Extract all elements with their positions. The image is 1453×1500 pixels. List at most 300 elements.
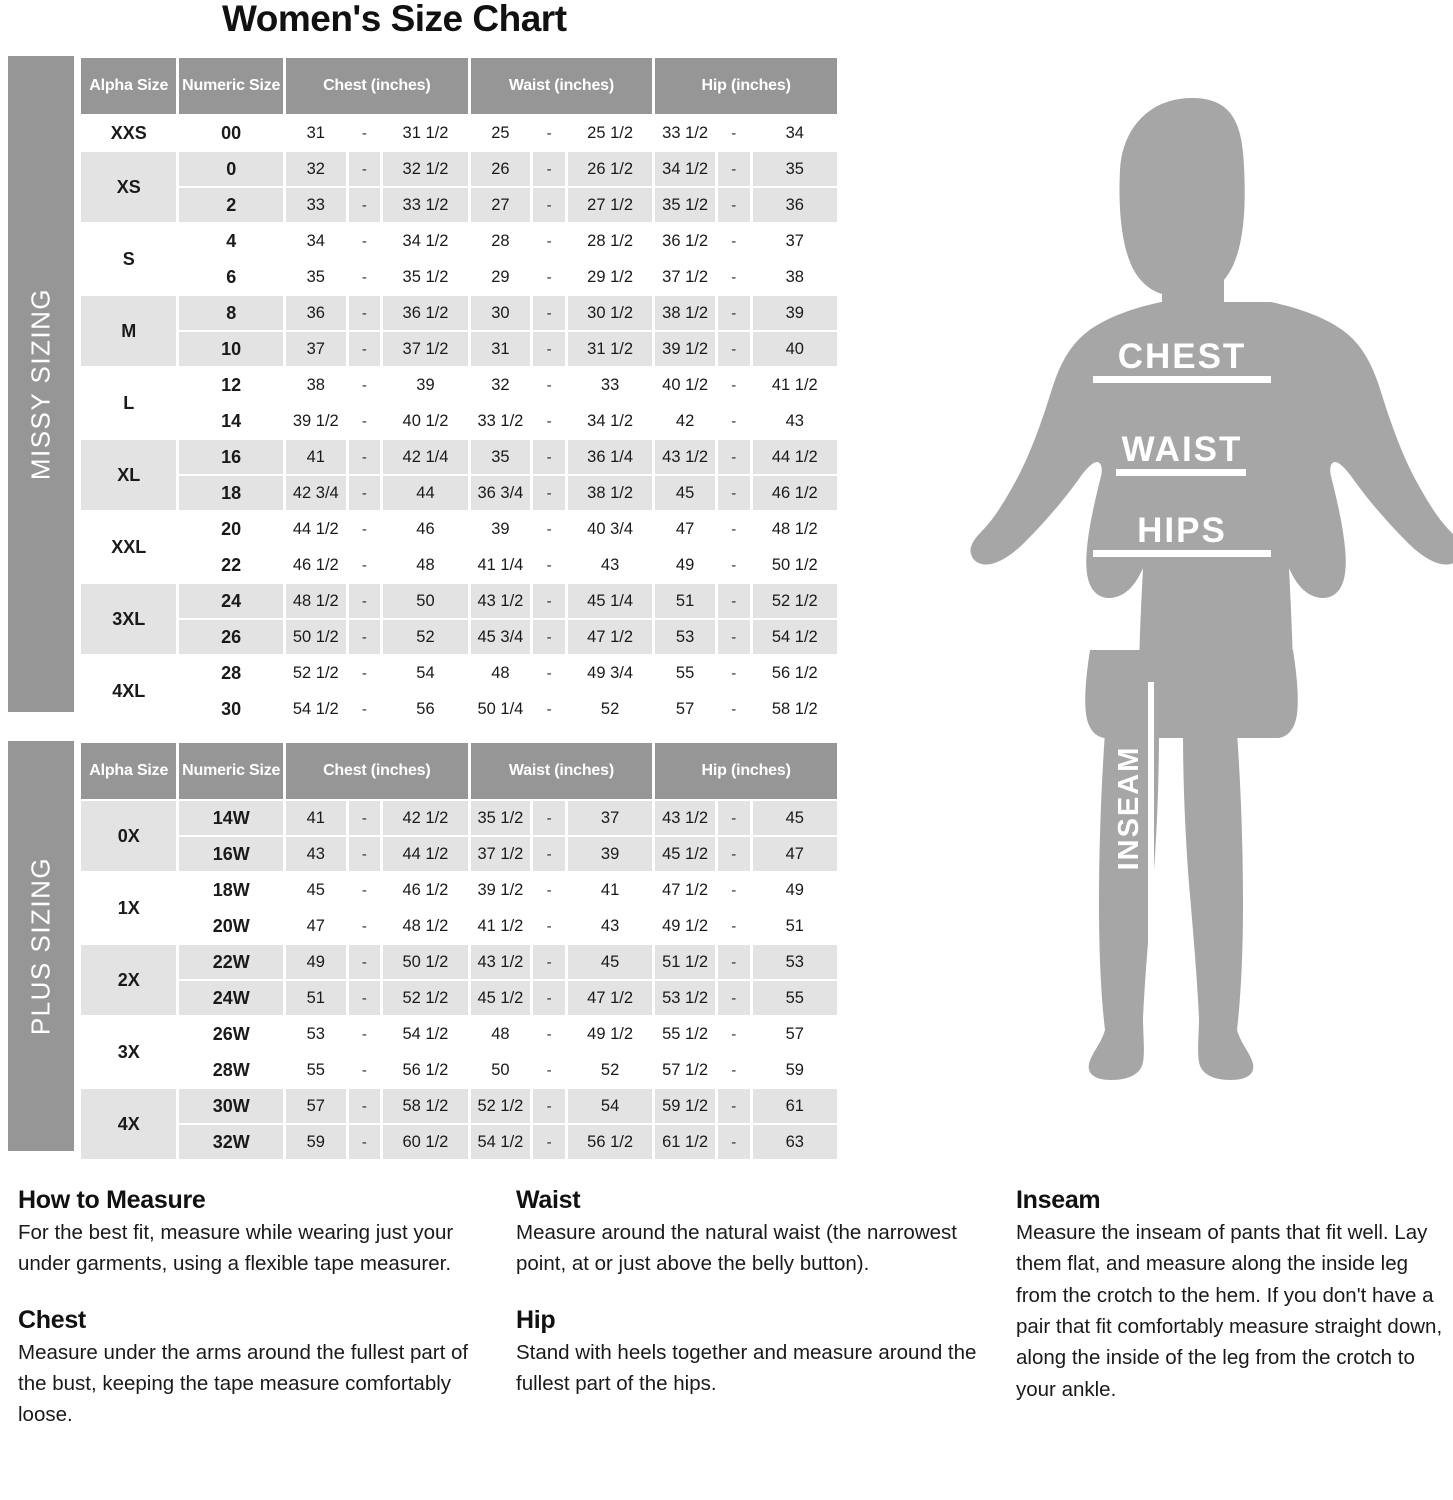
cell-waist-dash: - (533, 692, 565, 726)
cell-hip-min: 49 (655, 548, 715, 582)
cell-chest-min: 41 (286, 440, 346, 474)
cell-waist-max: 31 1/2 (568, 332, 652, 366)
cell-hip-max: 38 (753, 260, 837, 294)
cell-numeric-size: 32W (179, 1125, 283, 1159)
info-column-right (1016, 1186, 1446, 1405)
cell-hip-max: 37 (753, 224, 837, 258)
cell-numeric-size: 18W (179, 873, 283, 907)
cell-hip-dash: - (718, 584, 750, 618)
cell-chest-dash: - (349, 837, 381, 871)
cell-waist-min: 31 (471, 332, 531, 366)
cell-waist-max: 37 (568, 801, 652, 835)
cell-alpha-size: 3X (81, 1017, 176, 1087)
cell-chest-max: 54 (383, 656, 467, 690)
cell-numeric-size: 18 (179, 476, 283, 510)
info-column-left (18, 1186, 486, 1431)
cell-waist-dash: - (533, 801, 565, 835)
cell-alpha-size: XL (81, 440, 176, 510)
cell-hip-max: 63 (753, 1125, 837, 1159)
cell-chest-dash: - (349, 981, 381, 1015)
cell-waist-dash: - (533, 837, 565, 871)
cell-hip-min: 53 (655, 620, 715, 654)
cell-chest-min: 54 1/2 (286, 692, 346, 726)
cell-alpha-size: 2X (81, 945, 176, 1015)
cell-waist-dash: - (533, 116, 565, 150)
cell-waist-max: 56 1/2 (568, 1125, 652, 1159)
hips-measure-rule (1093, 550, 1271, 557)
cell-chest-dash: - (349, 620, 381, 654)
cell-chest-max: 56 (383, 692, 467, 726)
cell-waist-dash: - (533, 1089, 565, 1123)
cell-waist-max: 52 (568, 692, 652, 726)
cell-waist-min: 27 (471, 188, 531, 222)
cell-chest-max: 34 1/2 (383, 224, 467, 258)
cell-chest-min: 36 (286, 296, 346, 330)
table-row (81, 440, 837, 474)
cell-chest-dash: - (349, 476, 381, 510)
cell-waist-max: 27 1/2 (568, 188, 652, 222)
cell-numeric-size: 8 (179, 296, 283, 330)
plus-sizing-block (8, 741, 840, 1151)
cell-waist-min: 26 (471, 152, 531, 186)
cell-hip-max: 52 1/2 (753, 584, 837, 618)
cell-waist-min: 28 (471, 224, 531, 258)
cell-chest-max: 39 (383, 368, 467, 402)
column-header-alpha-size: Alpha Size (81, 58, 176, 114)
missy-table-body (81, 116, 837, 726)
info-group-how-to-measure (18, 1186, 486, 1280)
waist-heading: Waist (516, 1186, 581, 1214)
info-group-inseam (1016, 1186, 1446, 1405)
cell-hip-dash: - (718, 440, 750, 474)
cell-hip-dash: - (718, 296, 750, 330)
cell-chest-dash: - (349, 512, 381, 546)
figure-chest-label: CHEST (1117, 337, 1247, 376)
cell-alpha-size: 0X (81, 801, 176, 871)
cell-hip-dash: - (718, 801, 750, 835)
cell-chest-max: 52 1/2 (383, 981, 467, 1015)
cell-chest-min: 31 (286, 116, 346, 150)
cell-chest-min: 35 (286, 260, 346, 294)
cell-chest-min: 49 (286, 945, 346, 979)
cell-numeric-size: 22 (179, 548, 283, 582)
cell-waist-dash: - (533, 440, 565, 474)
table-row (81, 1053, 837, 1087)
cell-hip-max: 44 1/2 (753, 440, 837, 474)
table-row (81, 548, 837, 582)
cell-numeric-size: 20 (179, 512, 283, 546)
cell-chest-dash: - (349, 260, 381, 294)
table-row (81, 1125, 837, 1159)
cell-waist-min: 39 (471, 512, 531, 546)
cell-chest-max: 46 1/2 (383, 873, 467, 907)
cell-waist-dash: - (533, 873, 565, 907)
cell-waist-min: 39 1/2 (471, 873, 531, 907)
figure-hips-label: HIPS (1137, 511, 1227, 550)
waist-body: Measure around the natural waist (the narrowest point, at or just above the belly button). (516, 1221, 957, 1276)
cell-waist-max: 43 (568, 909, 652, 943)
cell-hip-min: 57 (655, 692, 715, 726)
cell-numeric-size: 0 (179, 152, 283, 186)
cell-hip-min: 45 1/2 (655, 837, 715, 871)
cell-hip-min: 40 1/2 (655, 368, 715, 402)
column-header-hip: Hip (inches) (655, 58, 837, 114)
cell-numeric-size: 26W (179, 1017, 283, 1051)
cell-waist-min: 52 1/2 (471, 1089, 531, 1123)
cell-waist-min: 25 (471, 116, 531, 150)
cell-hip-min: 51 1/2 (655, 945, 715, 979)
cell-waist-dash: - (533, 656, 565, 690)
column-header-waist: Waist (inches) (471, 743, 653, 799)
cell-chest-dash: - (349, 224, 381, 258)
cell-alpha-size: XS (81, 152, 176, 222)
cell-waist-dash: - (533, 981, 565, 1015)
cell-waist-max: 47 1/2 (568, 981, 652, 1015)
cell-chest-dash: - (349, 116, 381, 150)
cell-hip-min: 34 1/2 (655, 152, 715, 186)
cell-hip-dash: - (718, 1125, 750, 1159)
cell-chest-max: 35 1/2 (383, 260, 467, 294)
cell-waist-dash: - (533, 404, 565, 438)
cell-numeric-size: 16W (179, 837, 283, 871)
cell-hip-min: 55 1/2 (655, 1017, 715, 1051)
cell-hip-max: 55 (753, 981, 837, 1015)
table-row (81, 656, 837, 690)
cell-numeric-size: 30 (179, 692, 283, 726)
cell-waist-dash: - (533, 1125, 565, 1159)
table-header-row (81, 58, 837, 114)
chest-measure-rule (1093, 376, 1271, 383)
cell-chest-min: 45 (286, 873, 346, 907)
page-title: Women's Size Chart (222, 0, 567, 39)
cell-chest-dash: - (349, 404, 381, 438)
cell-alpha-size: 1X (81, 873, 176, 943)
inseam-heading: Inseam (1016, 1186, 1101, 1214)
info-column-middle (516, 1186, 984, 1399)
table-row (81, 296, 837, 330)
cell-waist-dash: - (533, 332, 565, 366)
cell-chest-max: 56 1/2 (383, 1053, 467, 1087)
column-header-waist: Waist (inches) (471, 58, 653, 114)
cell-chest-dash: - (349, 332, 381, 366)
cell-hip-max: 46 1/2 (753, 476, 837, 510)
column-header-numeric-size: Numeric Size (179, 743, 283, 799)
cell-chest-min: 32 (286, 152, 346, 186)
cell-waist-max: 49 3/4 (568, 656, 652, 690)
table-header-row (81, 743, 837, 799)
column-header-chest: Chest (inches) (286, 58, 468, 114)
cell-waist-min: 35 1/2 (471, 801, 531, 835)
cell-hip-dash: - (718, 837, 750, 871)
info-group-hip (516, 1306, 984, 1400)
cell-waist-min: 54 1/2 (471, 1125, 531, 1159)
missy-sizing-block (8, 56, 840, 719)
cell-waist-dash: - (533, 476, 565, 510)
how-to-measure-body: For the best fit, measure while wearing just your under garments, using a flexible tape measurer. (18, 1221, 454, 1276)
cell-hip-max: 51 (753, 909, 837, 943)
cell-chest-max: 58 1/2 (383, 1089, 467, 1123)
cell-hip-min: 33 1/2 (655, 116, 715, 150)
plus-sizing-rail (8, 741, 74, 1151)
cell-numeric-size: 10 (179, 332, 283, 366)
plus-sizing-rail-label: PLUS SIZING (25, 856, 56, 1036)
cell-hip-min: 51 (655, 584, 715, 618)
cell-chest-min: 42 3/4 (286, 476, 346, 510)
table-row (81, 692, 837, 726)
cell-alpha-size: 3XL (81, 584, 176, 654)
table-row (81, 620, 837, 654)
cell-hip-dash: - (718, 909, 750, 943)
cell-hip-dash: - (718, 692, 750, 726)
cell-waist-min: 45 1/2 (471, 981, 531, 1015)
cell-waist-dash: - (533, 548, 565, 582)
table-row (81, 801, 837, 835)
cell-chest-dash: - (349, 1089, 381, 1123)
cell-numeric-size: 26 (179, 620, 283, 654)
cell-chest-max: 42 1/2 (383, 801, 467, 835)
cell-waist-max: 47 1/2 (568, 620, 652, 654)
cell-waist-max: 45 1/4 (568, 584, 652, 618)
cell-numeric-size: 4 (179, 224, 283, 258)
chest-heading: Chest (18, 1305, 86, 1334)
cell-hip-max: 40 (753, 332, 837, 366)
cell-chest-max: 44 (383, 476, 467, 510)
cell-waist-max: 40 3/4 (568, 512, 652, 546)
cell-numeric-size: 28W (179, 1053, 283, 1087)
cell-hip-dash: - (718, 224, 750, 258)
table-row (81, 873, 837, 907)
cell-hip-max: 58 1/2 (753, 692, 837, 726)
cell-alpha-size: XXL (81, 512, 176, 582)
cell-numeric-size: 00 (179, 116, 283, 150)
table-row (81, 512, 837, 546)
table-row (81, 981, 837, 1015)
cell-numeric-size: 30W (179, 1089, 283, 1123)
cell-hip-min: 47 1/2 (655, 873, 715, 907)
cell-hip-max: 57 (753, 1017, 837, 1051)
cell-chest-max: 32 1/2 (383, 152, 467, 186)
cell-hip-max: 48 1/2 (753, 512, 837, 546)
figure-waist-label: WAIST (1121, 430, 1243, 469)
cell-waist-dash: - (533, 260, 565, 294)
cell-chest-dash: - (349, 1125, 381, 1159)
cell-waist-min: 35 (471, 440, 531, 474)
missy-sizing-rail (8, 56, 74, 712)
cell-hip-dash: - (718, 945, 750, 979)
missy-sizing-rail-label: MISSY SIZING (25, 287, 56, 481)
table-row (81, 945, 837, 979)
cell-hip-max: 56 1/2 (753, 656, 837, 690)
cell-numeric-size: 2 (179, 188, 283, 222)
cell-waist-max: 43 (568, 548, 652, 582)
cell-alpha-size: 4XL (81, 656, 176, 726)
cell-hip-dash: - (718, 548, 750, 582)
cell-waist-min: 41 1/4 (471, 548, 531, 582)
cell-chest-max: 42 1/4 (383, 440, 467, 474)
cell-chest-max: 44 1/2 (383, 837, 467, 871)
cell-hip-dash: - (718, 404, 750, 438)
cell-chest-max: 46 (383, 512, 467, 546)
inseam-body: Measure the inseam of pants that fit well. Lay them flat, and measure along the inside leg from the crotch to the hem. If you don't have a pair that fit comfortably measure straight down, along the inside of the leg from the crotch to your ankle. (1016, 1221, 1443, 1401)
cell-waist-min: 29 (471, 260, 531, 294)
cell-waist-dash: - (533, 224, 565, 258)
cell-chest-min: 52 1/2 (286, 656, 346, 690)
cell-numeric-size: 22W (179, 945, 283, 979)
cell-waist-max: 52 (568, 1053, 652, 1087)
cell-hip-dash: - (718, 1053, 750, 1087)
cell-numeric-size: 24W (179, 981, 283, 1015)
cell-chest-max: 50 1/2 (383, 945, 467, 979)
info-group-chest (18, 1306, 486, 1431)
cell-chest-dash: - (349, 188, 381, 222)
cell-waist-max: 39 (568, 837, 652, 871)
cell-hip-max: 45 (753, 801, 837, 835)
cell-waist-min: 43 1/2 (471, 584, 531, 618)
cell-chest-min: 41 (286, 801, 346, 835)
table-row (81, 188, 837, 222)
cell-hip-min: 59 1/2 (655, 1089, 715, 1123)
cell-chest-min: 43 (286, 837, 346, 871)
cell-chest-min: 48 1/2 (286, 584, 346, 618)
cell-chest-min: 47 (286, 909, 346, 943)
table-row (81, 837, 837, 871)
cell-chest-dash: - (349, 909, 381, 943)
cell-waist-dash: - (533, 1053, 565, 1087)
cell-alpha-size: M (81, 296, 176, 366)
cell-hip-min: 42 (655, 404, 715, 438)
cell-waist-max: 36 1/4 (568, 440, 652, 474)
cell-hip-min: 47 (655, 512, 715, 546)
cell-waist-max: 30 1/2 (568, 296, 652, 330)
table-row (81, 116, 837, 150)
table-row (81, 404, 837, 438)
cell-chest-max: 37 1/2 (383, 332, 467, 366)
cell-numeric-size: 14W (179, 801, 283, 835)
cell-numeric-size: 20W (179, 909, 283, 943)
chest-body: Measure under the arms around the fullest part of the bust, keeping the tape measure comfortably loose. (18, 1340, 469, 1427)
cell-chest-dash: - (349, 440, 381, 474)
plus-size-table (78, 741, 840, 1161)
cell-hip-dash: - (718, 152, 750, 186)
how-to-measure-heading: How to Measure (18, 1186, 206, 1214)
cell-hip-max: 53 (753, 945, 837, 979)
cell-chest-min: 57 (286, 1089, 346, 1123)
cell-hip-max: 49 (753, 873, 837, 907)
cell-alpha-size: 4X (81, 1089, 176, 1159)
plus-table-body (81, 801, 837, 1159)
cell-hip-dash: - (718, 873, 750, 907)
cell-waist-min: 32 (471, 368, 531, 402)
cell-waist-max: 28 1/2 (568, 224, 652, 258)
cell-hip-max: 43 (753, 404, 837, 438)
cell-chest-max: 33 1/2 (383, 188, 467, 222)
cell-hip-max: 36 (753, 188, 837, 222)
cell-numeric-size: 24 (179, 584, 283, 618)
cell-chest-dash: - (349, 548, 381, 582)
cell-chest-dash: - (349, 801, 381, 835)
cell-waist-min: 37 1/2 (471, 837, 531, 871)
cell-chest-max: 40 1/2 (383, 404, 467, 438)
cell-chest-dash: - (349, 296, 381, 330)
cell-chest-max: 48 1/2 (383, 909, 467, 943)
cell-hip-min: 53 1/2 (655, 981, 715, 1015)
cell-numeric-size: 6 (179, 260, 283, 294)
cell-alpha-size: S (81, 224, 176, 294)
column-header-alpha-size: Alpha Size (81, 743, 176, 799)
cell-waist-max: 45 (568, 945, 652, 979)
cell-chest-max: 60 1/2 (383, 1125, 467, 1159)
cell-waist-min: 41 1/2 (471, 909, 531, 943)
cell-hip-max: 54 1/2 (753, 620, 837, 654)
cell-waist-min: 33 1/2 (471, 404, 531, 438)
cell-chest-dash: - (349, 584, 381, 618)
cell-waist-max: 34 1/2 (568, 404, 652, 438)
cell-hip-dash: - (718, 656, 750, 690)
table-row (81, 476, 837, 510)
cell-hip-max: 47 (753, 837, 837, 871)
cell-alpha-size: XXS (81, 116, 176, 150)
cell-alpha-size: L (81, 368, 176, 438)
cell-hip-dash: - (718, 476, 750, 510)
table-row (81, 332, 837, 366)
cell-chest-min: 34 (286, 224, 346, 258)
column-header-numeric-size: Numeric Size (179, 58, 283, 114)
cell-hip-min: 39 1/2 (655, 332, 715, 366)
cell-chest-dash: - (349, 1017, 381, 1051)
cell-waist-min: 43 1/2 (471, 945, 531, 979)
cell-chest-min: 55 (286, 1053, 346, 1087)
cell-hip-min: 43 1/2 (655, 801, 715, 835)
cell-chest-min: 59 (286, 1125, 346, 1159)
cell-chest-max: 52 (383, 620, 467, 654)
cell-hip-max: 34 (753, 116, 837, 150)
cell-chest-min: 53 (286, 1017, 346, 1051)
missy-size-table (78, 56, 840, 728)
cell-hip-dash: - (718, 332, 750, 366)
cell-waist-dash: - (533, 512, 565, 546)
cell-hip-min: 61 1/2 (655, 1125, 715, 1159)
table-row (81, 909, 837, 943)
cell-waist-dash: - (533, 584, 565, 618)
cell-hip-max: 35 (753, 152, 837, 186)
cell-hip-min: 36 1/2 (655, 224, 715, 258)
cell-waist-min: 50 1/4 (471, 692, 531, 726)
cell-chest-dash: - (349, 656, 381, 690)
cell-hip-dash: - (718, 260, 750, 294)
cell-waist-dash: - (533, 909, 565, 943)
hip-heading: Hip (516, 1305, 556, 1334)
cell-hip-dash: - (718, 512, 750, 546)
cell-waist-dash: - (533, 620, 565, 654)
cell-waist-max: 49 1/2 (568, 1017, 652, 1051)
cell-hip-min: 37 1/2 (655, 260, 715, 294)
cell-hip-max: 61 (753, 1089, 837, 1123)
inseam-measure-rule (1148, 682, 1154, 944)
cell-waist-min: 36 3/4 (471, 476, 531, 510)
cell-waist-max: 41 (568, 873, 652, 907)
cell-numeric-size: 16 (179, 440, 283, 474)
cell-waist-dash: - (533, 296, 565, 330)
cell-hip-dash: - (718, 368, 750, 402)
cell-hip-max: 39 (753, 296, 837, 330)
cell-numeric-size: 28 (179, 656, 283, 690)
cell-hip-min: 55 (655, 656, 715, 690)
table-row (81, 224, 837, 258)
cell-waist-max: 29 1/2 (568, 260, 652, 294)
cell-chest-min: 37 (286, 332, 346, 366)
cell-chest-min: 38 (286, 368, 346, 402)
cell-waist-max: 26 1/2 (568, 152, 652, 186)
